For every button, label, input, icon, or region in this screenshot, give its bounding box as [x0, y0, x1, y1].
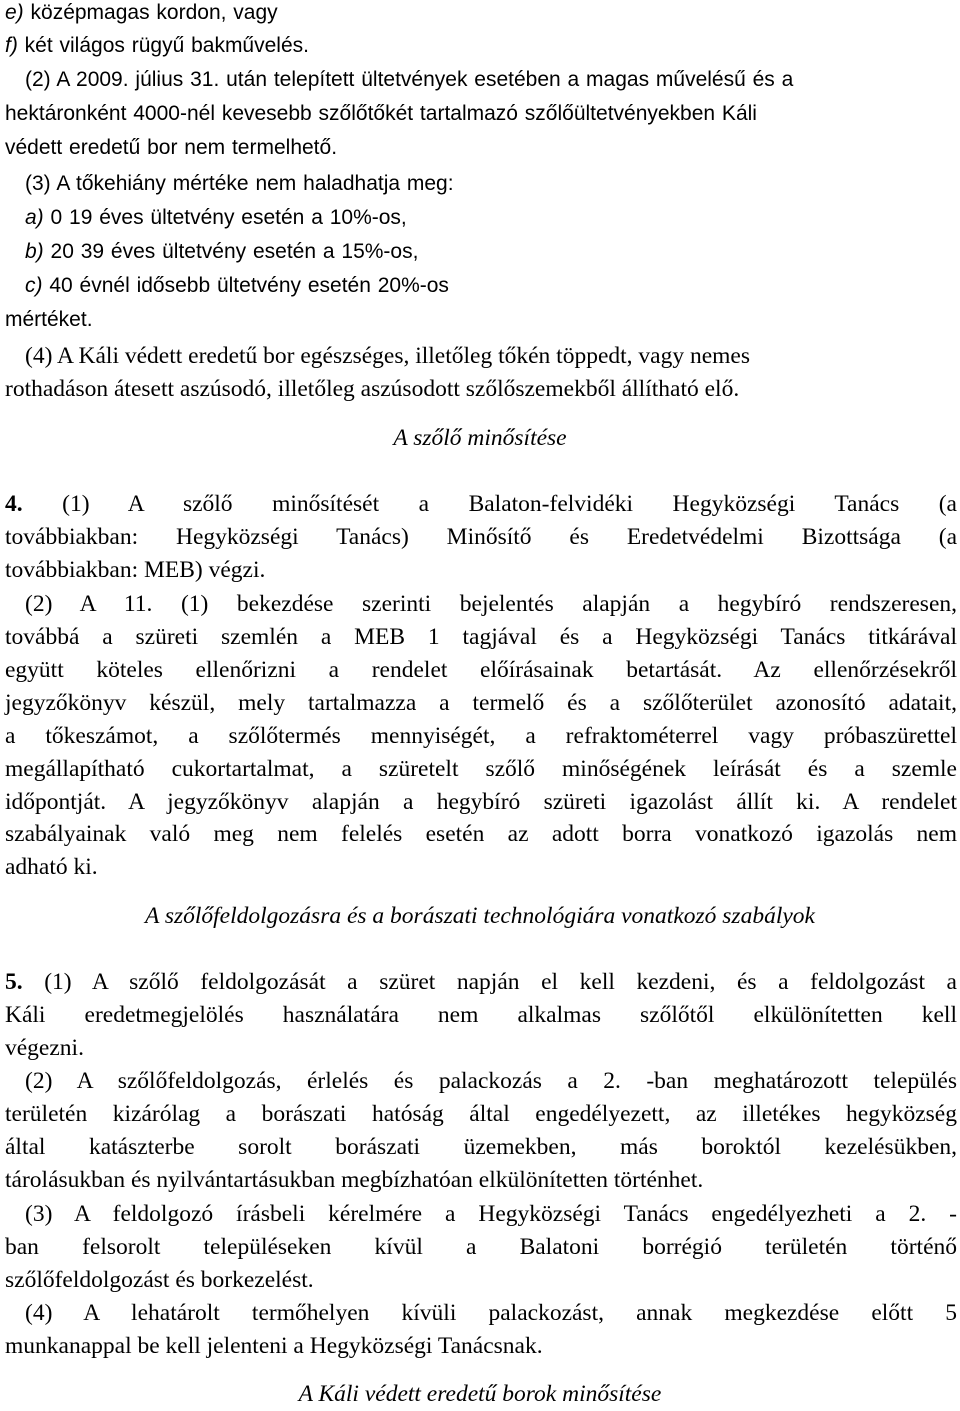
- paragraph-line: szabályainak való meg nem felelés esetén az adott borra vonatkozó igazolás nem: [5, 821, 957, 847]
- section-number: 5.: [5, 969, 23, 995]
- paragraph-line: rothadáson átesett aszúsodó, illetőleg aszúsodott szőlőszemekből állítható elő.: [5, 376, 740, 402]
- paragraph-text: (1) A szőlő feldolgozását a szüret napján el kell kezdeni, és a feldolgozást a: [22, 969, 957, 995]
- section-heading: A szőlőfeldolgozásra és a borászati technológiára vonatkozó szabályok: [145, 903, 815, 929]
- section-heading: A Káli védett eredetű borok minősítése: [298, 1381, 662, 1407]
- paragraph-line: adható ki.: [5, 854, 98, 880]
- list-marker: c): [25, 274, 43, 297]
- paragraph-line: végezni.: [5, 1035, 84, 1061]
- paragraph-line: védett eredetű bor nem termelhető.: [5, 136, 338, 159]
- paragraph-line: területén kizárólag a borászati hatóság által engedélyezett, az illetékes hegyközség: [5, 1101, 957, 1127]
- list-marker: b): [25, 240, 44, 263]
- list-marker: a): [25, 206, 44, 229]
- paragraph-line: (4) A lehatárolt termőhelyen kívüli palackozást, annak megkezdése előtt 5: [25, 1300, 957, 1326]
- paragraph-line: tárolásukban és nyilvántartásukban megbízhatóan elkülönítetten történhet.: [5, 1167, 704, 1193]
- paragraph-line: Káli eredetmegjelölés használatára nem alkalmas szőlőtől elkülönítetten kell: [5, 1002, 957, 1028]
- list-marker: e): [5, 1, 24, 24]
- paragraph-line: (2) A 11. (1) bekezdése szerinti bejelentés alapján a hegybíró rendszeresen,: [25, 591, 957, 617]
- section-number: 4.: [5, 491, 23, 517]
- paragraph-line: továbbá a szüreti szemlén a MEB 1 tagjával és a Hegyközségi Tanács titkárával: [5, 624, 957, 650]
- paragraph-line: (3) A tőkehiány mértéke nem haladhatja meg:: [25, 172, 454, 195]
- section-heading: A szőlő minősítése: [393, 425, 567, 451]
- paragraph-line: hektáronként 4000-nél kevesebb szőlőtőkét tartalmazó szőlőültetvényekben Káli: [5, 102, 757, 125]
- paragraph-line: szőlőfeldolgozást és borkezelést.: [5, 1267, 314, 1293]
- paragraph-line: [5, 488, 957, 521]
- list-marker: f): [5, 34, 18, 57]
- paragraph-line: ban felsorolt településeken kívül a Balatoni borrégió területén történő: [5, 1234, 957, 1260]
- list-item-a: [25, 201, 407, 234]
- paragraph-line: mértéket.: [5, 308, 93, 331]
- paragraph-line: megállapítható cukortartalmat, a szüretelt szőlő minőségének leírását és a szemle: [5, 756, 957, 782]
- list-item-b: [25, 235, 418, 268]
- list-text: középmagas kordon, vagy: [23, 1, 278, 24]
- paragraph-line: időpontját. A jegyzőkönyv alapján a hegybíró szüreti igazolást állít ki. A rendelet: [5, 789, 957, 815]
- paragraph-line: (4) A Káli védett eredetű bor egészséges, illetőleg tőkén töppedt, vagy nemes: [25, 343, 751, 369]
- list-item-c: [25, 269, 449, 302]
- paragraph-line: együtt köteles ellenőrizni a rendelet előírásainak betartását. Az ellenőrzésekről: [5, 657, 957, 683]
- paragraph-line: a tőkeszámot, a szőlőtermés mennyiségét, a refraktométerrel vagy próbaszürettel: [5, 723, 957, 749]
- list-item-f: [5, 29, 309, 62]
- list-text: 40 évnél idősebb ültetvény esetén 20%-os: [42, 274, 449, 297]
- paragraph-line: munkanappal be kell jelenteni a Hegyközségi Tanácsnak.: [5, 1333, 543, 1359]
- list-text: 0 19 éves ültetvény esetén a 10%-os,: [43, 206, 407, 229]
- list-item-e: [5, 0, 278, 29]
- list-text: 20 39 éves ültetvény esetén a 15%-os,: [43, 240, 419, 263]
- list-text: két világos rügyű bakművelés.: [17, 34, 309, 57]
- paragraph-line: továbbiakban: MEB) végzi.: [5, 557, 266, 583]
- paragraph-line: (2) A 2009. július 31. után telepített ültetvények esetében a magas művelésű és a: [25, 68, 794, 91]
- paragraph-line: által katászterbe sorolt borászati üzemekben, más boroktól kezelésükben,: [5, 1134, 957, 1160]
- paragraph-line: jegyzőkönyv készül, mely tartalmazza a termelő és a szőlőterület azonosító adatait,: [5, 690, 957, 716]
- paragraph-text: (1) A szőlő minősítését a Balaton-felvidéki Hegyközségi Tanács (a: [22, 491, 957, 517]
- paragraph-line: továbbiakban: Hegyközségi Tanács) Minősítő és Eredetvédelmi Bizottsága (a: [5, 524, 957, 550]
- paragraph-line: [5, 966, 957, 999]
- paragraph-line: (3) A feldolgozó írásbeli kérelmére a Hegyközségi Tanács engedélyezheti a 2. -: [25, 1201, 957, 1227]
- paragraph-line: (2) A szőlőfeldolgozás, érlelés és palackozás a 2. -ban meghatározott település: [25, 1068, 957, 1094]
